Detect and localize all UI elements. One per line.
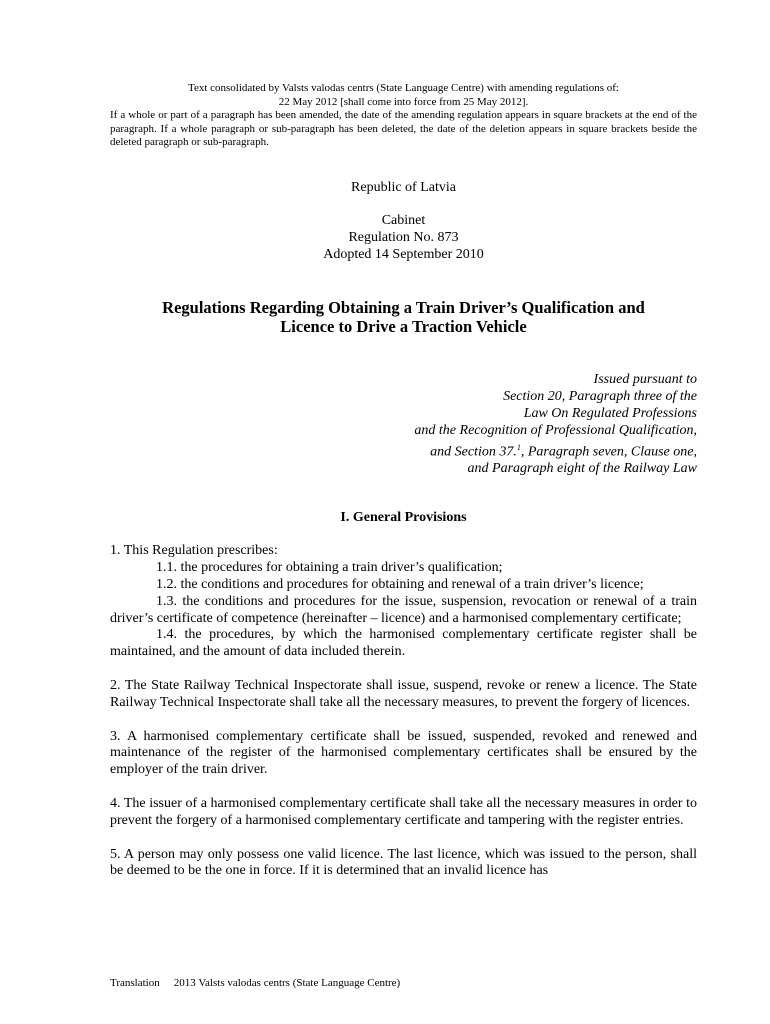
section-heading: I. General Provisions (340, 510, 467, 526)
document-title (110, 298, 697, 337)
issued-pursuant (110, 371, 697, 478)
clause-3: 3. A harmonised complementary certificate shall be issued, suspended, revoked and renewed and maintenance of the register of the harmonised complementary certificates shall be ensured by the employer of the train driver. (110, 728, 697, 778)
clause-2: 2. The State Railway Technical Inspectorate shall issue, suspend, revoke or renew a licence. The State Railway Technical Inspectorate shall take all the necessary measures, to prevent the forgery of licences. (110, 677, 697, 710)
title-line-2: Licence to Drive a Traction Vehicle (280, 317, 527, 337)
superscript-1: 1 (516, 442, 521, 452)
issued-line-2: Section 20, Paragraph three of the (503, 388, 697, 404)
page-footer: Translation   2013 Valsts valodas centrs (State Language Centre) (110, 977, 401, 989)
clause-5: 5. A person may only possess one valid licence. The last licence, which was issued to the person, shall be deemed to be the one in force. If it is determined that an invalid licence has (110, 846, 697, 879)
regulation-number: Regulation No. 873 (348, 230, 459, 246)
clauses (110, 543, 697, 880)
country: Republic of Latvia (351, 179, 456, 195)
consolidation-note (110, 82, 697, 150)
clause-1-3: 1.3. the conditions and procedures for the issue, suspension, revocation or renewal of a train driver’s certificate of competence (hereinafter – licence) and a harmonised complementary certificate; (110, 593, 697, 626)
clause-4: 4. The issuer of a harmonised complementary certificate shall take all the necessary measures in order to prevent the forgery of a harmonised complementary certificate and tampering with the register entries. (110, 795, 697, 828)
issuer-block (110, 180, 697, 264)
issued-line-3: Law On Regulated Professions (523, 405, 697, 421)
issued-line-1: Issued pursuant to (593, 371, 697, 387)
clause-1-1: 1.1. the procedures for obtaining a train driver’s qualification; (156, 560, 503, 576)
issued-line-5: and Section 37.$^1$, Paragraph seven, Clause one, (430, 442, 697, 460)
consolidation-line-2: 22 May 2012 [shall come into force from 25 May 2012]. (278, 95, 529, 108)
issued-line-4: and the Recognition of Professional Qualification, (414, 422, 697, 438)
title-line-1: Regulations Regarding Obtaining a Train Driver’s Qualification and (162, 297, 645, 317)
adoption-date: Adopted 14 September 2010 (323, 246, 484, 262)
clause-1: 1. This Regulation prescribes: (110, 543, 278, 559)
issuing-body: Cabinet (381, 213, 426, 229)
consolidation-line-1: Text consolidated by Valsts valodas centrs (State Language Centre) with amending regulations of: (188, 82, 619, 94)
clause-1-4: 1.4. the procedures, by which the harmonised complementary certificate register shall be maintained, and the amount of data included therein. (110, 627, 697, 660)
amendment-explanation: If a whole or part of a paragraph has been amended, the date of the amending regulation appears in square brackets at the end of the paragraph. If a whole paragraph or sub-paragraph has been deleted, the date of the deletion appears in square brackets beside the deleted paragraph or sub-paragraph. (110, 109, 697, 148)
document-page (110, 82, 697, 880)
clause-1-2: 1.2. the conditions and procedures for obtaining and renewal of a train driver’s licence; (156, 576, 644, 592)
issued-line-6: and Paragraph eight of the Railway Law (467, 461, 697, 477)
